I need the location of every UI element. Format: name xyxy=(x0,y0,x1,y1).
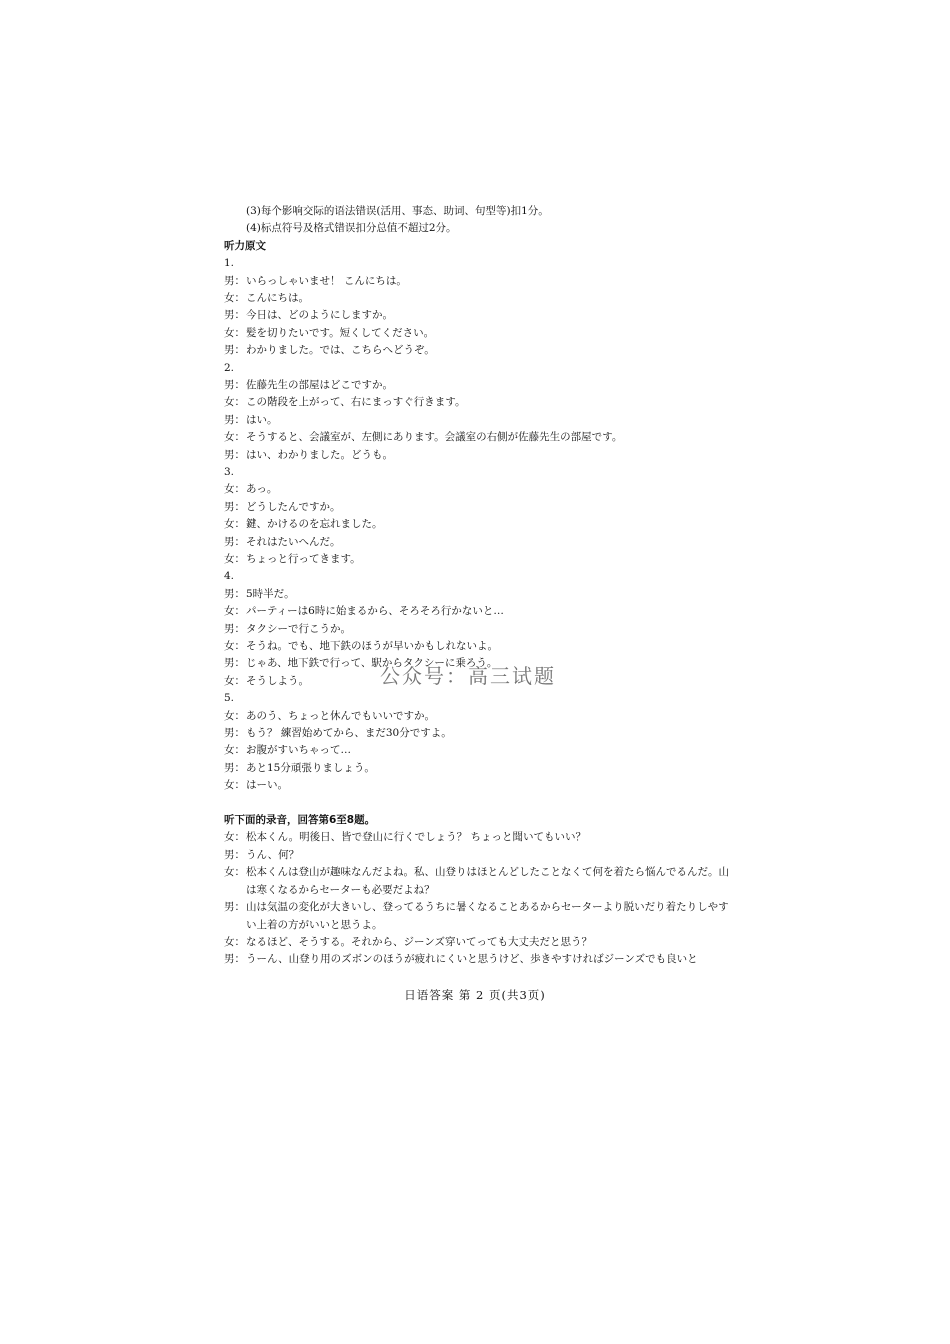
dialog-line xyxy=(224,899,734,934)
utterance-text: どうしたんですか。 xyxy=(246,500,341,513)
utterance-text: 今日は、どのようにしますか。 xyxy=(246,309,393,322)
short-dialogs xyxy=(224,255,734,795)
dialog-line xyxy=(224,429,734,446)
speaker-label: 男： xyxy=(224,587,245,600)
watermark: 公众号：高三试题 xyxy=(380,664,556,688)
speaker-label: 男： xyxy=(224,344,245,357)
speaker-label: 男： xyxy=(224,309,245,322)
speaker-label: 女： xyxy=(224,866,245,879)
dialog-number: 5. xyxy=(224,692,235,705)
page-footer: 日语答案 第 2 页(共3页) xyxy=(404,988,546,1002)
utterance-text: そうしよう。 xyxy=(246,674,309,687)
speaker-label: 男： xyxy=(224,413,245,426)
dialog-line xyxy=(224,760,734,777)
speaker-label: 女： xyxy=(224,605,245,618)
dialog-line xyxy=(224,325,734,342)
utterance-text: いらっしゃいませ！ こんにちは。 xyxy=(246,274,407,287)
utterance-text: あと15分頑張りましょう。 xyxy=(246,761,375,774)
speaker-label: 女： xyxy=(224,431,245,444)
dialog-number: 2. xyxy=(224,361,235,374)
speaker-label: 女： xyxy=(224,326,245,339)
dialog-line xyxy=(224,551,734,568)
speaker-label: 男： xyxy=(224,657,245,670)
dialog-line xyxy=(224,377,734,394)
utterance-text: タクシーで行こうか。 xyxy=(246,622,351,635)
dialog-line xyxy=(224,342,734,359)
speaker-label: 女： xyxy=(224,831,245,844)
utterance-text: じゃあ、地下鉄で行って、駅からタクシーに乗ろう。 xyxy=(246,657,498,670)
dialog-line xyxy=(224,742,734,759)
dialog-line xyxy=(224,481,734,498)
dialog-line xyxy=(224,829,734,846)
dialog-line xyxy=(224,638,734,655)
speaker-label: 女： xyxy=(224,674,245,687)
utterance-text: はい、わかりました。どうも。 xyxy=(246,448,393,461)
speaker-label: 男： xyxy=(224,953,245,966)
speaker-label: 女： xyxy=(224,935,245,948)
utterance-text: あっ。 xyxy=(246,483,278,496)
utterance-text: もう？ 練習始めてから、まだ30分ですよ。 xyxy=(246,727,452,740)
dialog-line xyxy=(224,934,734,951)
speaker-label: 男： xyxy=(224,274,245,287)
speaker-label: 男： xyxy=(224,727,245,740)
dialog-number: 1. xyxy=(224,257,235,270)
speaker-label: 男： xyxy=(224,535,245,548)
utterance-text: はーい。 xyxy=(246,779,288,792)
utterance-text: お腹がすいちゃって… xyxy=(246,744,351,757)
utterance-text: なるほど、そうする。それから、ジーンズ穿いてっても大丈夫だと思う？ xyxy=(246,935,592,948)
long-dialog-heading: 听下面的录音，回答第6至8题。 xyxy=(224,814,376,827)
dialog-line xyxy=(224,603,734,620)
utterance-text: 5時半だ。 xyxy=(246,587,295,600)
dialog-line xyxy=(224,307,734,324)
dialog-line xyxy=(224,290,734,307)
dialog-line xyxy=(224,412,734,429)
dialog-line xyxy=(224,777,734,794)
dialog-number: 3. xyxy=(224,466,235,479)
speaker-label: 男： xyxy=(224,500,245,513)
dialog-line xyxy=(224,273,734,290)
long-dialog xyxy=(224,829,734,968)
utterance-text: あのう、ちょっと休んでもいいですか。 xyxy=(246,709,435,722)
speaker-label: 女： xyxy=(224,396,245,409)
utterance-text: そうね。でも、地下鉄のほうが早いかもしれないよ。 xyxy=(246,640,498,653)
speaker-label: 男： xyxy=(224,848,245,861)
speaker-label: 女： xyxy=(224,779,245,792)
utterance-text: それはたいへんだ。 xyxy=(246,535,341,548)
dialog-line xyxy=(224,534,734,551)
dialog-line xyxy=(224,621,734,638)
dialog-line xyxy=(224,847,734,864)
speaker-label: 男： xyxy=(224,622,245,635)
utterance-text: パーティーは6時に始まるから、そろそろ行かないと… xyxy=(246,605,504,618)
speaker-label: 男： xyxy=(224,761,245,774)
dialog-line xyxy=(224,725,734,742)
utterance-text: 山は気温の変化が大きいし、登ってるうちに暑くなることあるからセーターより脱いだり着たりしやすい上着の方がいいと思うよ。 xyxy=(246,901,729,931)
utterance-text: ちょっと行ってきます。 xyxy=(246,553,361,566)
speaker-label: 男： xyxy=(224,378,245,391)
speaker-label: 女： xyxy=(224,483,245,496)
dialog-line xyxy=(224,447,734,464)
dialog-line xyxy=(224,951,734,968)
speaker-label: 女： xyxy=(224,553,245,566)
utterance-text: うーん、山登り用のズボンのほうが疲れにくいと思うけど、歩きやすければジーンズでも良いと xyxy=(246,953,698,966)
utterance-text: こんにちは。 xyxy=(246,291,309,304)
answer-content xyxy=(224,203,734,969)
dialog-number: 4. xyxy=(224,570,235,583)
dialog-line xyxy=(224,586,734,603)
utterance-text: 鍵、かけるのを忘れました。 xyxy=(246,518,383,531)
utterance-text: わかりました。では、こちらへどうぞ。 xyxy=(246,344,435,357)
speaker-label: 女： xyxy=(224,640,245,653)
speaker-label: 女： xyxy=(224,709,245,722)
utterance-text: 髪を切りたいです。短くしてください。 xyxy=(246,326,435,339)
speaker-label: 女： xyxy=(224,744,245,757)
dialog-line xyxy=(224,516,734,533)
speaker-label: 男： xyxy=(224,448,245,461)
utterance-text: はい。 xyxy=(246,413,278,426)
utterance-text: うん、何？ xyxy=(246,848,300,861)
speaker-label: 女： xyxy=(224,518,245,531)
rule-3: (3)每个影响交际的语法错误(活用、事态、助词、句型等)扣1分。 xyxy=(246,205,549,217)
utterance-text: 松本くん。明後日、皆で登山に行くでしょう？ ちょっと聞いてもいい？ xyxy=(246,831,586,844)
section-title: 听力原文 xyxy=(224,239,266,252)
speaker-label: 女： xyxy=(224,291,245,304)
rule-4: (4)标点符号及格式错误扣分总值不超过2分。 xyxy=(246,222,457,235)
utterance-text: 松本くんは登山が趣味なんだよね。私、山登りはほとんどしたことなくて何を着たら悩んでるんだ。山は寒くなるからセーターも必要だよね？ xyxy=(246,866,729,896)
utterance-text: この階段を上がって、右にまっすぐ行きます。 xyxy=(246,396,466,409)
utterance-text: そうすると、会議室が、左側にあります。会議室の右側が佐藤先生の部屋です。 xyxy=(246,431,623,444)
speaker-label: 男： xyxy=(224,901,245,914)
utterance-text: 佐藤先生の部屋はどこですか。 xyxy=(246,378,393,391)
dialog-line xyxy=(224,864,734,899)
dialog-line xyxy=(224,708,734,725)
dialog-line xyxy=(224,394,734,411)
dialog-line xyxy=(224,499,734,516)
spacer xyxy=(224,795,734,812)
